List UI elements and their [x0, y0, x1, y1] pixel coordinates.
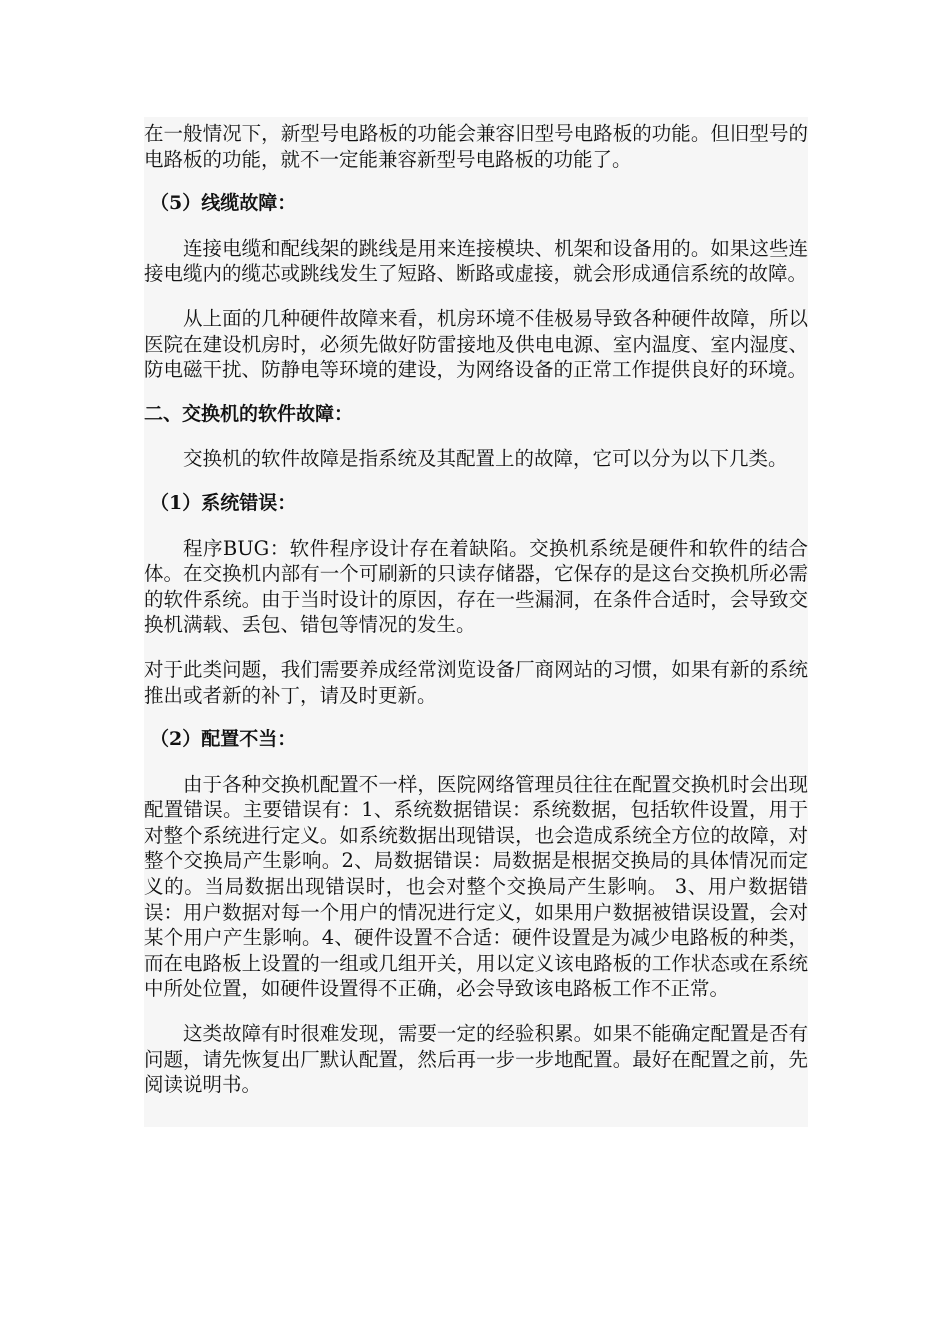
paragraph-software-fault-intro: 交换机的软件故障是指系统及其配置上的故障，它可以分为以下几类。	[183, 447, 788, 471]
paragraph-config-errors: 由于各种交换机配置不一样，医院网络管理员往往在配置交换机时会出现配置错误。主要错误有：1、系统数据错误：系统数据，包括软件设置，用于对整个系统进行定义。如系统数据出现错误，也会造成系统全方位的故障，对整个交换局产生影响。2、局数据错误：局数据是根据交换局的具体情况而定义的。当局数据出现错误时，也会对整个交换局产生影响。 3、用户数据错误：用户数据对每一个用户的情况进行定义，如果用户数据被错误设置，会对某个用户产生影响。4、硬件设置不合适：硬件设置是为减少电路板的种类，而在电路板上设置的一组或几组开关，用以定义该电路板的工作状态或在系统中所处位置，如硬件设置得不正确，必会导致该电路板工作不正常。	[144, 772, 808, 1001]
document-body	[144, 117, 808, 1127]
paragraph-compatibility: 在一般情况下，新型号电路板的功能会兼容旧型号电路板的功能。但旧型号的电路板的功能，就不一定能兼容新型号电路板的功能了。	[144, 122, 808, 171]
paragraph-update-advice: 对于此类问题，我们需要养成经常浏览设备厂商网站的习惯，如果有新的系统推出或者新的补丁，请及时更新。	[144, 657, 808, 707]
heading-misconfiguration: （2）配置不当：	[150, 728, 297, 751]
paragraph-cable-fault: 连接电缆和配线架的跳线是用来连接模块、机架和设备用的。如果这些连接电缆内的缆芯或跳线发生了短路、断路或虚接，就会形成通信系统的故障。	[144, 236, 808, 286]
heading-cable-fault: （5）线缆故障：	[150, 192, 297, 215]
paragraph-config-advice: 这类故障有时很难发现，需要一定的经验积累。如果不能确定配置是否有问题，请先恢复出厂默认配置，然后再一步一步地配置。最好在配置之前，先阅读说明书。	[144, 1022, 808, 1097]
heading-system-error: （1）系统错误：	[150, 491, 297, 514]
paragraph-program-bug: 程序BUG：软件程序设计存在着缺陷。交换机系统是硬件和软件的结合体。在交换机内部有一个可刷新的只读存储器，它保存的是这台交换机所必需的软件系统。由于当时设计的原因，存在一些漏洞，在条件合适时，会导致交换机满载、丢包、错包等情况的发生。	[144, 536, 808, 637]
paragraph-room-environment: 从上面的几种硬件故障来看，机房环境不佳极易导致各种硬件故障，所以医院在建设机房时，必须先做好防雷接地及供电电源、室内温度、室内湿度、防电磁干扰、防静电等环境的建设，为网络设备的正常工作提供良好的环境。	[144, 306, 808, 382]
heading-software-fault: 二、交换机的软件故障：	[144, 402, 354, 425]
